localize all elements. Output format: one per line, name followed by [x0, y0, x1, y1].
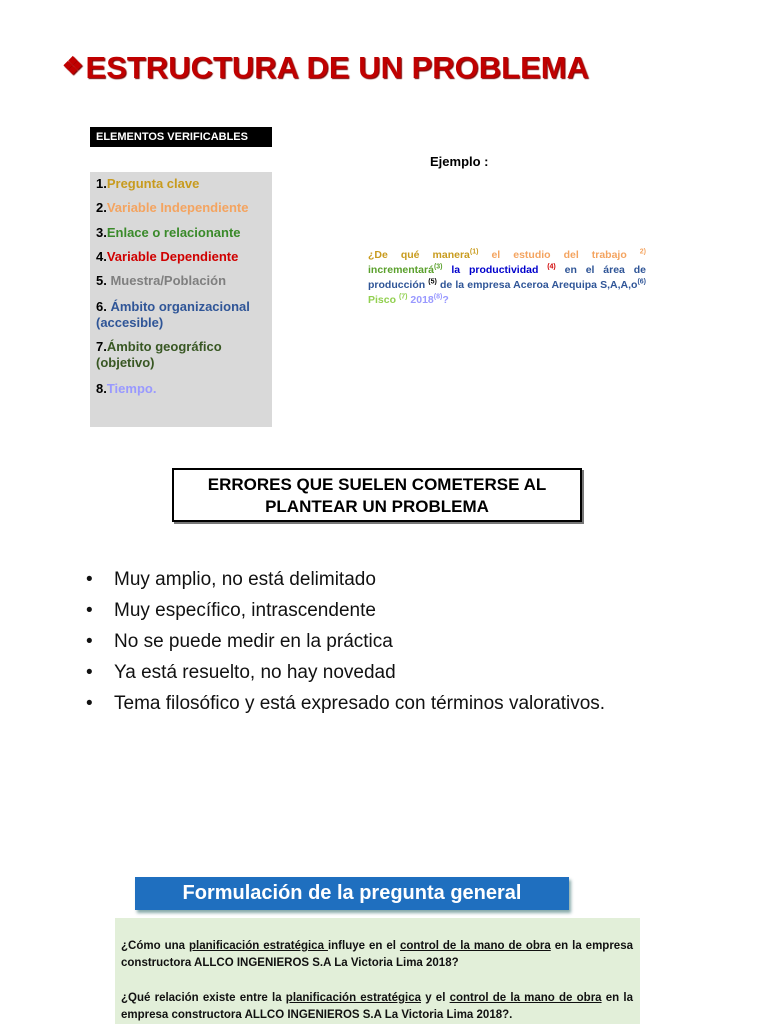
element-item-1: 1.Pregunta clave [96, 176, 200, 191]
page-title-text: ESTRUCTURA DE UN PROBLEMA [85, 50, 589, 85]
bullet-icon: • [86, 662, 93, 683]
errors-header-box [172, 468, 582, 522]
errors-header-line1: ERRORES QUE SUELEN COMETERSE AL [207, 475, 547, 494]
bullet-icon: • [86, 600, 93, 621]
bullet-icon: • [86, 631, 93, 652]
example-question: ¿De qué manera$^{(1)}$ el estudio del trabajo $^{2)}$ incrementará$^{(3)}$ la productividad $^{(4)}$ en el área de producción $^{(5)}$ de la empresa Aceroa Arequipa $S,A,A,o^{(6)}$ Pisco $^{(7)}$ 2018$^{(8)}$? [368, 248, 647, 306]
element-label: Variable Independiente [106, 200, 249, 215]
diamond-bullet-icon: ❖ [62, 53, 84, 80]
error-item: • Muy amplio, no está delimitado [86, 569, 376, 590]
errors-header-line2: PLANTEAR UN PROBLEMA [265, 497, 489, 516]
element-item-4: 4.Variable Dependiente [96, 249, 239, 264]
bullet-icon: • [86, 693, 93, 714]
element-label: Muestra/Población [110, 273, 227, 288]
formulation-box [115, 918, 640, 1024]
formulation-header: Formulación de la pregunta general [135, 877, 569, 910]
element-label: Tiempo. [106, 381, 157, 396]
element-label: Enlace o relacionante [106, 225, 241, 240]
errors-list [86, 568, 668, 723]
error-item: • Muy específico, intrascendente [86, 600, 376, 621]
element-label: Variable Dependiente [106, 249, 239, 264]
error-item: • No se puede medir en la práctica [86, 631, 393, 652]
element-item-7: 7.Ámbito geográfico (objetivo) [96, 339, 222, 370]
element-label: Ámbito geográfico (objetivo) [96, 339, 222, 370]
element-item-6: 6. Ámbito organizacional (accesible) [96, 299, 250, 330]
element-item-8: 8.Tiempo. [96, 381, 157, 396]
example-label: Ejemplo : [430, 154, 489, 169]
element-item-2: 2.Variable Independiente [96, 200, 249, 215]
elements-header: ELEMENTOS VERIFICABLES [90, 127, 272, 147]
element-item-5: 5. Muestra/Población [96, 273, 227, 288]
element-item-3: 3.Enlace o relacionante [96, 225, 241, 240]
page-title [62, 50, 589, 86]
bullet-icon: • [86, 569, 93, 590]
elements-list [90, 172, 272, 427]
element-label: Ámbito organizacional (accesible) [96, 299, 250, 330]
error-item: • Tema filosófico y está expresado con términos valorativos. [86, 693, 606, 714]
element-label: Pregunta clave [106, 176, 200, 191]
formulation-question-1: ¿Cómo una planificación estratégica influye en el control de la mano de obra en la empresa constructora ALLCO INGENIEROS S.A La Victoria Lima 2018? [121, 940, 633, 969]
error-item: • Ya está resuelto, no hay novedad [86, 662, 396, 683]
formulation-question-2: ¿Qué relación existe entre la planificación estratégica y el control de la mano de obra en la empresa constructora ALLCO INGENIEROS S.A La Victoria Lima 2018?. [121, 992, 633, 1021]
